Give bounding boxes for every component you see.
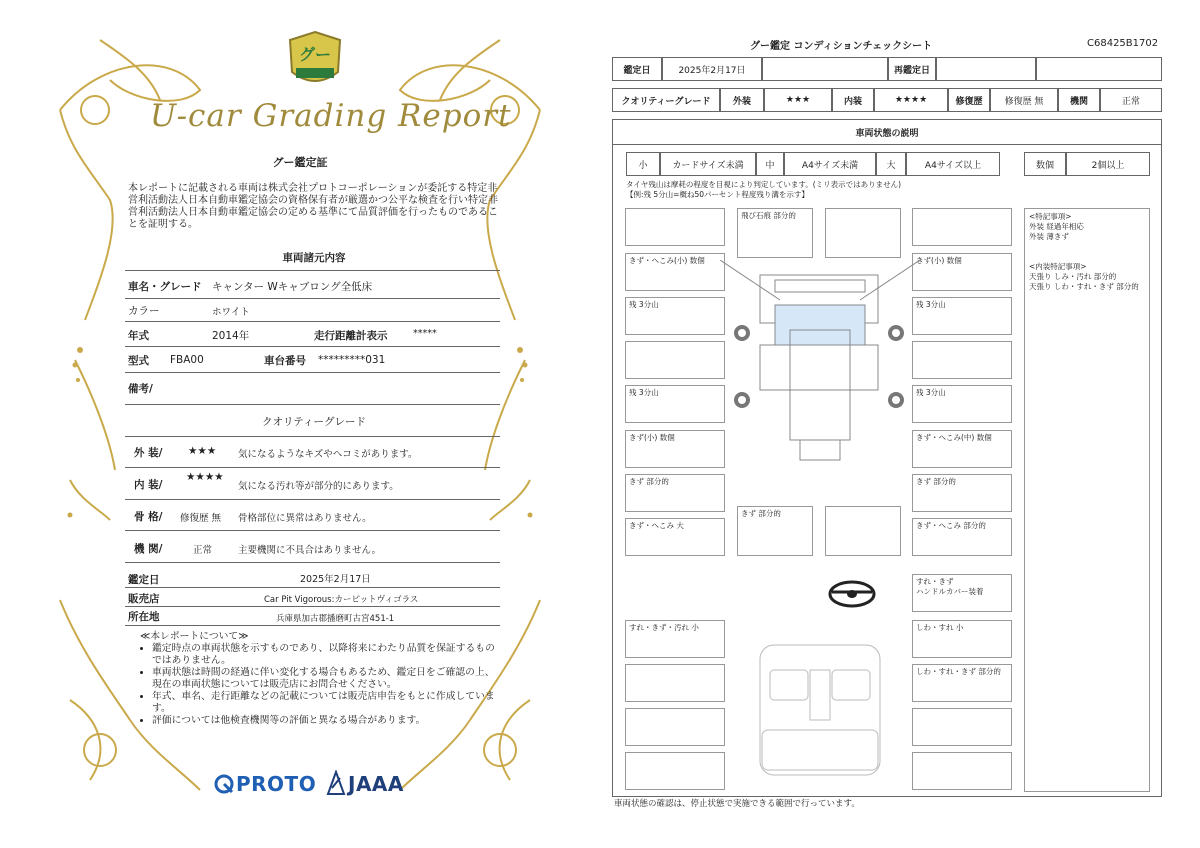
note-item: • 評価については他検査機関等の評価と異なる場合があります。 bbox=[152, 715, 500, 727]
ext-box bbox=[825, 208, 901, 258]
notes-title: ≪本レポートについて≫ bbox=[140, 631, 249, 642]
proto-logo-text: PROTO bbox=[236, 772, 317, 796]
count-label: 数個 bbox=[1024, 152, 1066, 176]
mileage-value: ***** bbox=[413, 328, 437, 339]
address-label: 所在地 bbox=[128, 611, 160, 623]
condition-check-sheet bbox=[600, 0, 1200, 848]
quality-label: クオリティーグレード bbox=[612, 88, 720, 112]
engine-text: 主要機関に不具合はありません。 bbox=[238, 545, 382, 556]
engine-label: 機関 bbox=[1058, 88, 1100, 112]
ext-box bbox=[825, 506, 901, 556]
state-title: 車両状態の説明 bbox=[612, 119, 1162, 145]
interior-stars: ★★★★ bbox=[186, 471, 224, 483]
specs-section-title: 車両諸元内容 bbox=[282, 252, 346, 264]
exterior-stars: ★★★ bbox=[188, 445, 217, 457]
year-value: 2014年 bbox=[212, 330, 250, 342]
int-box: しわ・すれ・きず 部分的 bbox=[912, 664, 1012, 702]
year-label: 年式 bbox=[128, 330, 149, 342]
ext-box: きず・へこみ 部分的 bbox=[912, 518, 1012, 556]
svg-text:グー: グー bbox=[298, 45, 332, 64]
certificate-title: グー鑑定証 bbox=[272, 156, 328, 169]
engine-label: 機 関/ bbox=[134, 543, 163, 555]
ext-box: きず・へこみ 大 bbox=[625, 518, 725, 556]
ext-note: 外装 薄きず bbox=[1029, 232, 1069, 241]
ext-box: きず 部分的 bbox=[737, 506, 813, 556]
truck-diagram-icon bbox=[720, 260, 920, 475]
size-large: 大 bbox=[876, 152, 906, 176]
int-notes-title: <内装特記事項> bbox=[1029, 262, 1087, 271]
count-desc: 2個以上 bbox=[1066, 152, 1150, 176]
script-title: U-car Grading Report bbox=[150, 98, 512, 134]
int-label: 内装 bbox=[832, 88, 874, 112]
int-note: 天張り しみ・汚れ 部分的 bbox=[1029, 272, 1117, 281]
sheet-date-label: 鑑定日 bbox=[612, 57, 662, 81]
jaaa-logo-text: JAAA bbox=[348, 772, 404, 796]
model-value: キャンター Wキャブロング全低床 bbox=[212, 281, 373, 293]
shop-label: 販売店 bbox=[128, 593, 160, 605]
sheet-title: グー鑑定 コンディションチェックシート bbox=[750, 41, 933, 52]
report-notes bbox=[140, 631, 500, 727]
int-box: すれ・きず・汚れ 小 bbox=[625, 620, 725, 658]
ext-box: きず・へこみ(中) 数個 bbox=[912, 430, 1012, 468]
appraisal-date-label: 鑑定日 bbox=[128, 574, 160, 586]
shop-value: Car Pit Vigorous:カーピットヴィゴラス bbox=[264, 595, 419, 605]
tire-note bbox=[626, 180, 901, 200]
special-notes-panel bbox=[1024, 208, 1150, 792]
tire-note-line-2: 【例:残 5分山=概ね50パーセント程度残り溝を示す】 bbox=[626, 190, 809, 199]
size-mid: 中 bbox=[756, 152, 784, 176]
appraisal-date-value: 2025年2月17日 bbox=[300, 574, 371, 585]
chassis-label: 車台番号 bbox=[264, 355, 306, 367]
remarks-label: 備考/ bbox=[128, 383, 153, 395]
ext-box: 残 3分山 bbox=[625, 297, 725, 335]
type-value: FBA00 bbox=[170, 354, 204, 366]
repair-label: 修復歴 bbox=[948, 88, 990, 112]
int-box: しわ・すれ 小 bbox=[912, 620, 1012, 658]
interior-diagram-icon bbox=[750, 640, 890, 780]
ext-stars: ★★★ bbox=[764, 88, 832, 112]
interior-label: 内 装/ bbox=[134, 479, 163, 491]
note-item: • 車両状態は時間の経過に伴い変化する場合もあるため、鑑定日をご確認の上、現在の車両状態については販売店にお問合せください。 bbox=[152, 667, 500, 691]
ext-box: きず・へこみ(小) 数個 bbox=[625, 253, 725, 291]
ext-box: 残 3分山 bbox=[912, 385, 1012, 423]
ext-box: きず 部分的 bbox=[625, 474, 725, 512]
sheet-date-value: 2025年2月17日 bbox=[662, 57, 762, 81]
ext-box: きず(小) 数個 bbox=[625, 430, 725, 468]
interior-text: 気になる汚れ等が部分的にあります。 bbox=[238, 481, 399, 492]
ext-notes-title: <特記事項> bbox=[1029, 212, 1072, 221]
size-small-desc: カードサイズ未満 bbox=[660, 152, 756, 176]
exterior-text: 気になるようなキズやヘコミがあります。 bbox=[238, 449, 418, 460]
ext-label: 外装 bbox=[720, 88, 764, 112]
color-value: ホワイト bbox=[212, 307, 250, 318]
exterior-label: 外 装/ bbox=[134, 447, 163, 459]
steering-box: すれ・きず ハンドルカバー装着 bbox=[912, 574, 1012, 612]
frame-label: 骨 格/ bbox=[134, 511, 163, 523]
int-box bbox=[625, 708, 725, 746]
ext-box: 飛び石痕 部分的 bbox=[737, 208, 813, 258]
type-label: 型式 bbox=[128, 355, 149, 367]
quality-section-title: クオリティーグレード bbox=[262, 416, 366, 428]
size-mid-desc: A4サイズ未満 bbox=[784, 152, 876, 176]
ext-box: 残 3分山 bbox=[625, 385, 725, 423]
ext-note: 外装 経過年相応 bbox=[1029, 222, 1084, 231]
frame-text: 骨格部位に異常はありません。 bbox=[238, 513, 372, 524]
ext-box bbox=[625, 208, 725, 246]
int-note: 天張り しわ・すれ・きず 部分的 bbox=[1029, 282, 1139, 291]
engine-value: 正常 bbox=[1100, 88, 1162, 112]
proto-logo-icon bbox=[214, 773, 234, 795]
ext-box bbox=[912, 341, 1012, 379]
tire-note-line-1: タイヤ残山は摩耗の程度を目視により判定しています。(ミリ表示ではありません) bbox=[626, 180, 902, 189]
ext-box bbox=[912, 208, 1012, 246]
note-item: • 年式、車名、走行距離などの記載については販売店申告をもとに作成しています。 bbox=[152, 691, 500, 715]
sheet-code: C68425B1702 bbox=[1087, 38, 1159, 49]
int-stars: ★★★★ bbox=[874, 88, 948, 112]
chassis-value: *********031 bbox=[318, 354, 386, 366]
color-label: カラー bbox=[128, 305, 160, 317]
ext-box: きず 部分的 bbox=[912, 474, 1012, 512]
model-label: 車名・グレード bbox=[128, 281, 202, 293]
ext-box: 残 3分山 bbox=[912, 297, 1012, 335]
int-box bbox=[625, 752, 725, 790]
int-box bbox=[912, 708, 1012, 746]
ext-box bbox=[625, 341, 725, 379]
note-item: • 鑑定時点の車両状態を示すものであり、以降将来にわたり品質を保証するものではありません。 bbox=[152, 643, 500, 667]
address-value: 兵庫県加古郡播磨町古宮451-1 bbox=[276, 614, 395, 624]
int-box bbox=[625, 664, 725, 702]
mileage-label: 走行距離計表示 bbox=[314, 330, 388, 342]
engine-value: 正常 bbox=[193, 545, 213, 556]
reappraisal-label: 再鑑定日 bbox=[888, 57, 936, 81]
sheet-footer-note: 車両状態の確認は、停止状態で実施できる範囲で行っています。 bbox=[614, 799, 860, 809]
steering-wheel-icon bbox=[826, 578, 878, 610]
certificate-intro: 本レポートに記載される車両は株式会社プロトコーポレーションが委託する特定非営利活動法人日本自動車鑑定協会の資格保有者が厳選かつ公平な検査を行い特定非営利活動法人日本自動車鑑定協会の定める基準にて品質評価を行ったものであることを証明する。 bbox=[128, 183, 498, 230]
repair-value: 修復歴 無 bbox=[990, 88, 1058, 112]
size-small: 小 bbox=[626, 152, 660, 176]
goo-kantei-badge-icon bbox=[286, 30, 344, 92]
int-box bbox=[912, 752, 1012, 790]
frame-value: 修復歴 無 bbox=[180, 513, 222, 524]
jaaa-logo-icon bbox=[326, 770, 346, 796]
ext-box: きず(小) 数個 bbox=[912, 253, 1012, 291]
size-large-desc: A4サイズ以上 bbox=[906, 152, 1000, 176]
